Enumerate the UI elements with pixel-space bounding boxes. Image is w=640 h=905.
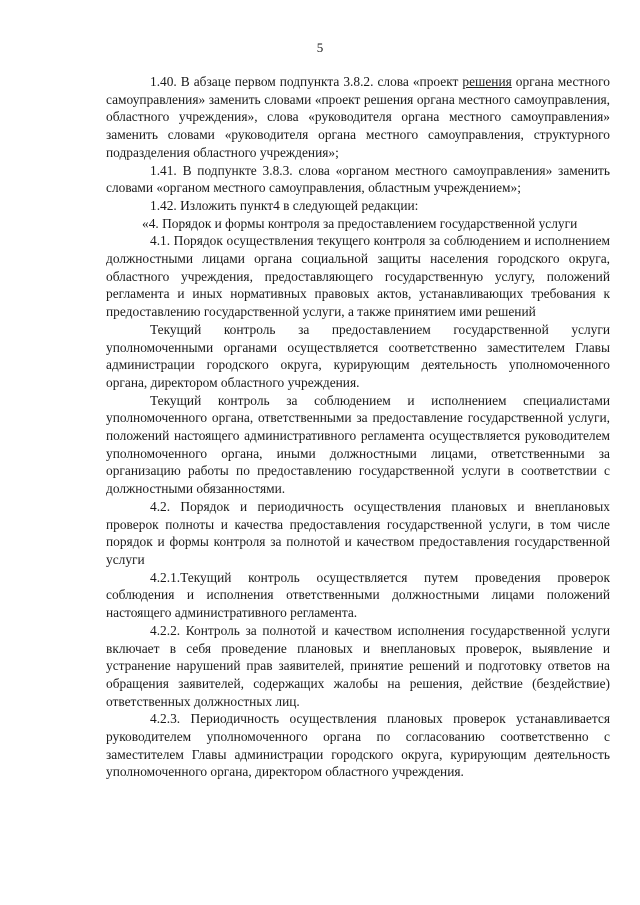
paragraph-1-40-before: 1.40. В абзаце первом подпункта 3.8.2. слова «проект — [150, 74, 463, 89]
paragraph-current-control-2: Текущий контроль за соблюдением и исполнением специалистами уполномоченного органа, ответственными за предоставление государственной услуги, положений настоящего административного регламента осуществляется руководителем уполномоченного органа, иными должностными лицами, ответственными за организацию работы по предоставлению государственной услуги в соответствии с должностными обязанностями. — [106, 392, 610, 497]
paragraph-1-40-after: органа местного самоуправления» заменить словами «проект решения органа местного самоуправления, областного учреждения», слова «руководителя органа местного самоуправления» заменить словами «руководителя органа местного самоуправления, структурного подразделения областного учреждения»; — [106, 74, 610, 160]
section-4-2-heading: 4.2. Порядок и периодичность осуществления плановых и внеплановых проверок полноты и качества предоставления государственной услуги, в том числе порядок и формы контроля за полнотой и качеством предоставления государственной услуги — [106, 498, 610, 567]
paragraph-4-2-2: 4.2.2. Контроль за полнотой и качеством исполнения государственной услуги включает в себя проведение плановых и внеплановых проверок, выявление и устранение нарушений прав заявителей, принятие решений и подготовку ответов на обращения заявителей, содержащих жалобы на решения, действие (бездействие) ответственных должностных лиц. — [106, 622, 610, 709]
document-body — [106, 73, 610, 781]
paragraph-4-2-1: 4.2.1.Текущий контроль осуществляется путем проведения проверок соблюдения и исполнения ответственными должностными лицами положений настоящего административного регламента. — [106, 569, 610, 621]
paragraph-1-42: 1.42. Изложить пункт4 в следующей редакции: — [150, 197, 419, 213]
section-4-heading: «4. Порядок и формы контроля за предоставлением государственной услуги — [142, 215, 578, 231]
page-number: 5 — [316, 40, 324, 55]
underlined-word: решения — [462, 74, 512, 89]
paragraph-4-2-3: 4.2.3. Периодичность осуществления плановых проверок устанавливается руководителем уполномоченного органа по согласованию соответственно с заместителем Главы администрации городского округа, курирующим деятельность уполномоченного органа, директором областного учреждения. — [106, 711, 610, 780]
paragraph-current-control-1: Текущий контроль за предоставлением государственной услуги уполномоченными органами осуществляется соответственно заместителем Главы администрации городского округа, курирующим деятельность уполномоченного органа, директором областного учреждения. — [106, 321, 610, 390]
paragraph-1-41: 1.41. В подпункте 3.8.3. слова «органом местного самоуправления» заменить словами «органом местного самоуправления, областным учреждением»; — [106, 162, 610, 196]
section-4-1-heading: 4.1. Порядок осуществления текущего контроля за соблюдением и исполнением должностными лицами органа социальной защиты населения городского округа, областного учреждения, предоставляющего государственную услугу, положений регламента и иных нормативных правовых актов, устанавливающих требования к предоставлению государственной услуги, а также принятием ими решений — [106, 233, 610, 320]
paragraph-1-40 — [106, 73, 610, 162]
